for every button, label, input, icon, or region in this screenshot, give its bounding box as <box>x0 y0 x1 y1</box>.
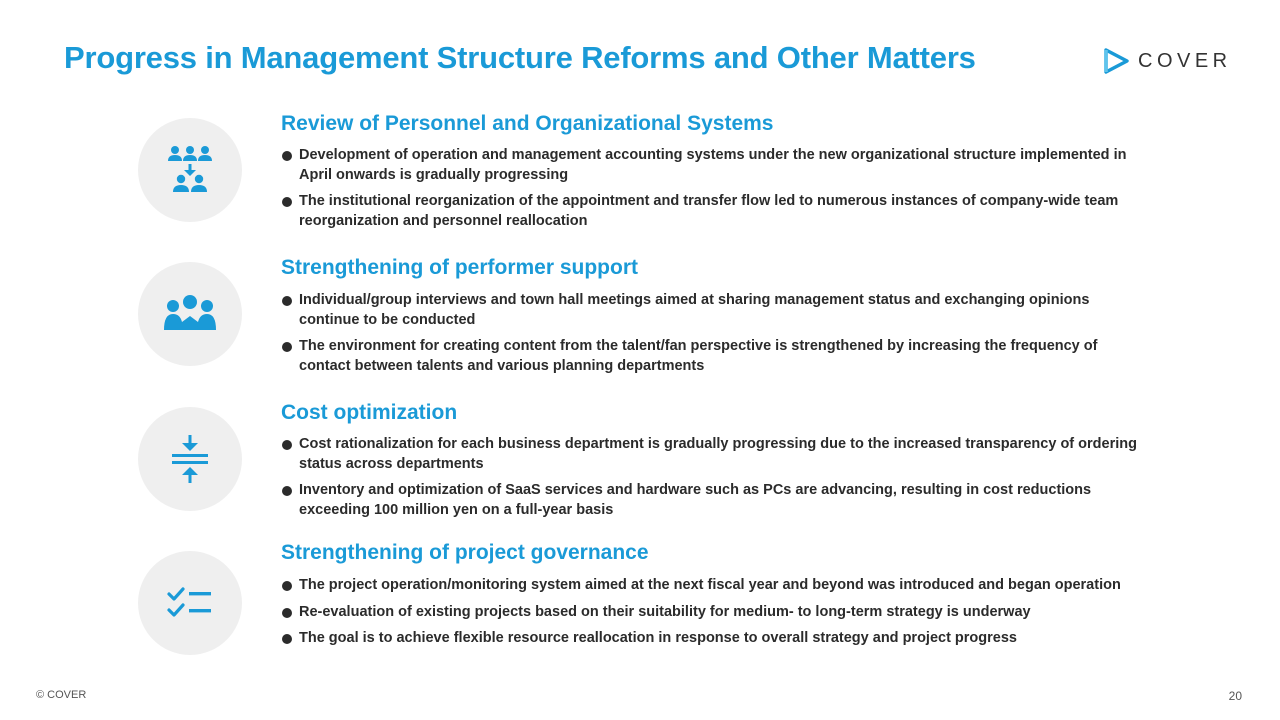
bullet-list <box>281 291 1141 383</box>
list-item: Re-evaluation of existing projects based on their suitability for medium- to long-term strategy is underway <box>281 603 1141 623</box>
list-item: Individual/group interviews and town hall meetings aimed at sharing management status and exchanging opinions continue to be conducted <box>281 291 1141 330</box>
section-icon-circle <box>138 262 242 366</box>
list-item: Development of operation and management accounting systems under the new organizational structure implemented in April onwards is gradually progressing <box>281 146 1141 185</box>
bullet-dot-icon <box>282 296 292 306</box>
section-title: Review of Personnel and Organizational Systems <box>281 112 774 135</box>
bullet-dot-icon <box>282 342 292 352</box>
section-title: Strengthening of project governance <box>281 541 649 564</box>
bullet-dot-icon <box>282 486 292 496</box>
bullet-list <box>281 146 1141 238</box>
section-title: Cost optimization <box>281 401 458 424</box>
list-item: The environment for creating content from the talent/fan perspective is strengthened by increasing the frequency of contact between talents and various planning departments <box>281 337 1141 376</box>
list-item: Cost rationalization for each business department is gradually progressing due to the increased transparency of ordering status across departments <box>281 435 1141 474</box>
bullet-list <box>281 435 1141 527</box>
list-item: The institutional reorganization of the appointment and transfer flow led to numerous instances of company-wide team reorganization and personnel reallocation <box>281 192 1141 231</box>
cover-logo <box>1102 46 1232 76</box>
section-icon-circle <box>138 118 242 222</box>
list-item: The goal is to achieve flexible resource reallocation in response to overall strategy and project progress <box>281 629 1141 649</box>
bullet-dot-icon <box>282 581 292 591</box>
bullet-dot-icon <box>282 197 292 207</box>
bullet-dot-icon <box>282 440 292 450</box>
bullet-dot-icon <box>282 151 292 161</box>
bullet-list <box>281 576 1141 656</box>
play-triangle-icon <box>1102 47 1130 75</box>
bullet-dot-icon <box>282 634 292 644</box>
section-icon-circle <box>138 551 242 655</box>
people-group-icon <box>165 145 215 195</box>
list-item: Inventory and optimization of SaaS services and hardware such as PCs are advancing, resulting in cost reductions exceeding 100 million yen on a full-year basis <box>281 481 1141 520</box>
compress-icon <box>170 435 210 483</box>
team-support-icon <box>164 294 216 334</box>
page-number: 20 <box>1228 689 1242 703</box>
section-title: Strengthening of performer support <box>281 256 638 279</box>
footer-copyright: © COVER <box>36 689 87 701</box>
logo-text: COVER <box>1138 49 1232 72</box>
list-item: The project operation/monitoring system aimed at the next fiscal year and beyond was introduced and began operation <box>281 576 1141 596</box>
bullet-dot-icon <box>282 608 292 618</box>
checklist-icon <box>167 587 213 619</box>
page-title: Progress in Management Structure Reforms and Other Matters <box>64 40 976 75</box>
section-icon-circle <box>138 407 242 511</box>
